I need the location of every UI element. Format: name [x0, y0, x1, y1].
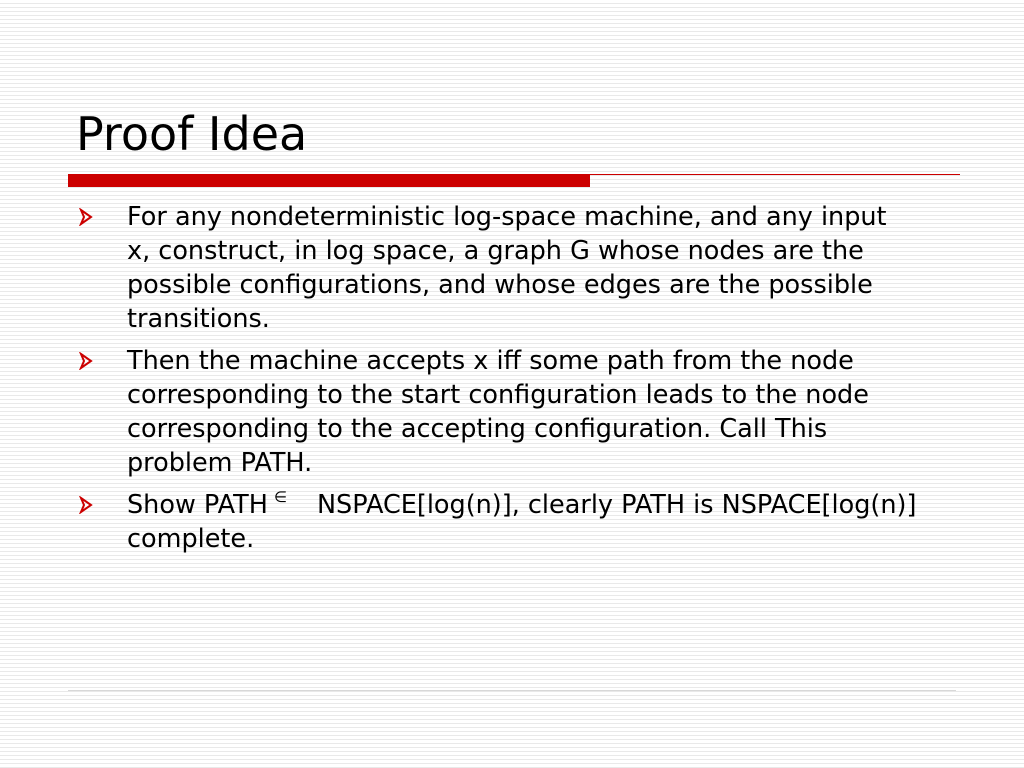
bullet-text-before-symbol: Show PATH — [127, 490, 268, 520]
arrow-right-bullet-icon — [78, 208, 94, 226]
bullet-item — [0, 344, 917, 480]
bullet-text: For any nondeterministic log-space machine, and any input x, construct, in log space, a graph G whose nodes are the possible configurations, and whose edges are the possible transitions. — [127, 202, 887, 334]
bullet-text: Then the machine accepts x iff some path from the node corresponding to the start configuration leads to the node corresponding to the accepting configuration. Call This problem PATH. — [127, 346, 869, 478]
title-underline-thin — [590, 174, 960, 175]
arrow-right-bullet-icon — [78, 496, 94, 514]
bullet-text-after-symbol: NSPACE[log(n)], clearly PATH is NSPACE[log(n)] complete. — [127, 490, 917, 554]
bullet-item — [0, 488, 917, 556]
footer-divider — [68, 690, 956, 691]
bullet-item — [0, 200, 917, 336]
element-of-symbol: ∈ — [273, 487, 287, 506]
arrow-right-bullet-icon — [78, 352, 94, 370]
slide-title: Proof Idea — [76, 107, 308, 161]
title-underline-thick — [68, 174, 590, 187]
bullet-text — [127, 488, 917, 556]
bullet-list — [0, 200, 1024, 564]
